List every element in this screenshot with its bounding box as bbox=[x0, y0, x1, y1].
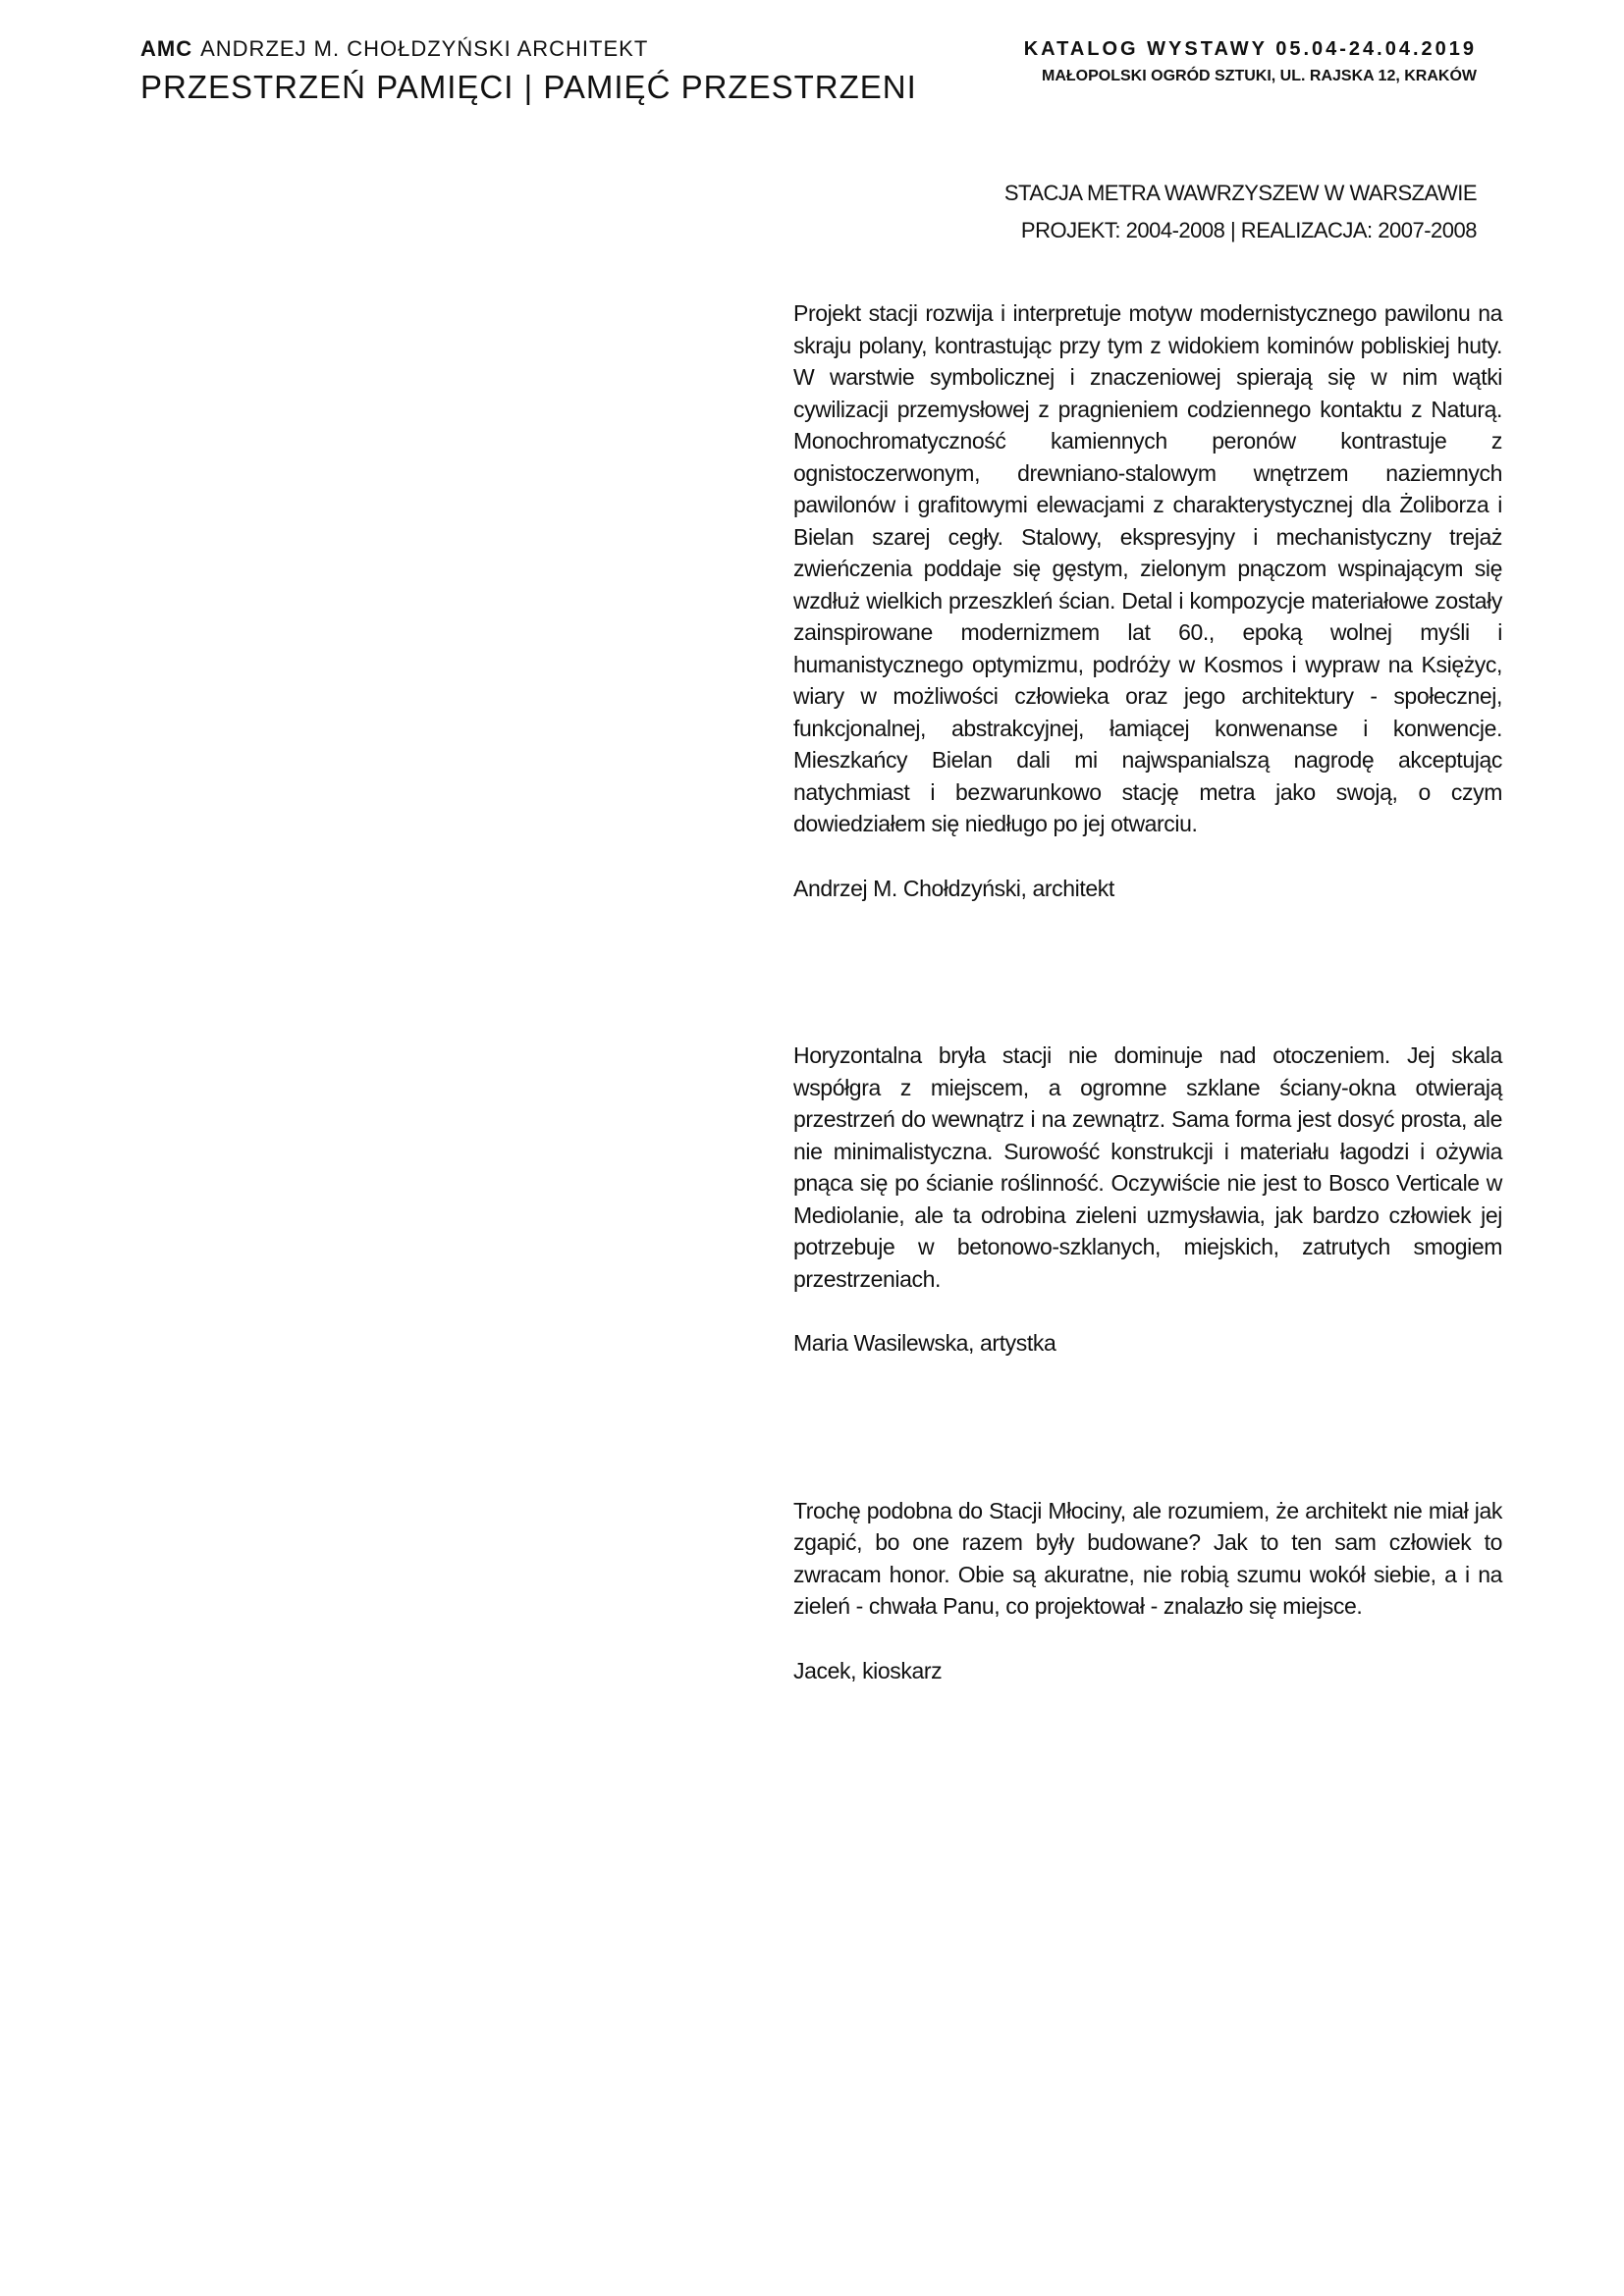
project-title: STACJA METRA WAWRZYSZEW W WARSZAWIE bbox=[1003, 181, 1477, 205]
statement-section bbox=[793, 1495, 1502, 1687]
brand-logo-mark: AMC bbox=[140, 36, 193, 61]
statement-section bbox=[793, 297, 1502, 904]
catalog-dates: KATALOG WYSTAWY 05.04-24.04.2019 bbox=[1023, 38, 1477, 60]
header-right bbox=[1024, 35, 1477, 88]
exhibition-title: PRZESTRZEŃ PAMIĘCI | PAMIĘĆ PRZESTRZENI bbox=[140, 69, 917, 105]
venue-address: MAŁOPOLSKI OGRÓD SZTUKI, UL. RAJSKA 12, KRAKÓW bbox=[1042, 68, 1477, 84]
project-dates: PROJEKT: 2004-2008 | REALIZACJA: 2007-2008 bbox=[1020, 218, 1477, 242]
project-heading bbox=[1004, 175, 1477, 249]
statement-signature: Jacek, kioskarz bbox=[793, 1657, 943, 1683]
section-spacer bbox=[793, 1360, 1502, 1495]
statement-signature: Andrzej M. Chołdzyński, architekt bbox=[793, 875, 1114, 901]
statement-section bbox=[793, 1040, 1502, 1360]
section-spacer bbox=[793, 904, 1502, 1040]
statement-text: Projekt stacji rozwija i interpretuje motyw modernistycznego pawilonu na skraju polany, kontrastując przy tym z widokiem kominów pobliskiej huty. W warstwie symbolicznej i znaczeniowej spierają się w nim wątki cywilizacji przemysłowej z pragnieniem codziennego kontaktu z Naturą. Monochromatyczność kamiennych peronów kontrastuje z ognistoczerwonym, drewniano-stalowym wnętrzem naziemnych pawilonów i grafitowymi elewacjami z charakterystycznej dla Żoliborza i Bielan szarej cegły. Stalowy, ekspresyjny i mechanistyczny trejaż zwieńczenia poddaje się gęstym, zielonym pnączom wspinającym się wzdłuż wielkich przeszkleń ścian. Detal i kompozycje materiałowe zostały zainspirowane modernizmem lat 60., epoką wolnej myśli i humanistycznego optymizmu, podróży w Kosmos i wypraw na Księżyc, wiary w możliwości człowieka oraz jego architektury - społecznej, funkcjonalnej, abstrakcyjnej, łamiącej konwenanse i konwencje. Mieszkańcy Bielan dali mi najwspanialszą nagrodę akceptując natychmiast i bezwarunkowo stację metra jako swoją, o czym dowiedziałem się niedługo po jej otwarciu. bbox=[793, 300, 1502, 836]
article-content bbox=[793, 297, 1502, 1686]
statement-text: Horyzontalna bryła stacji nie dominuje nad otoczeniem. Jej skala współgra z miejscem, a ogromne szklane ściany-okna otwierają przestrzeń do wewnątrz i na zewnątrz. Sama forma jest dosyć prosta, ale nie minimalistyczna. Surowość konstrukcji i materiału łagodzi i ożywia pnąca się po ścianie roślinność. Oczywiście nie jest to Bosco Verticale w Mediolanie, ale ta odrobina zieleni uzmysławia, jak bardzo człowiek jej potrzebuje w betonowo-szklanych, miejskich, zatrutych smogiem przestrzeniach. bbox=[793, 1042, 1502, 1292]
brand-line bbox=[140, 35, 917, 63]
statement-text: Trochę podobna do Stacji Młociny, ale rozumiem, że architekt nie miał jak zgapić, bo one razem były budowane? Jak to ten sam człowiek to zwracam honor. Obie są akuratne, nie robią szumu wokół siebie, a i na zieleń - chwała Panu, co projektował - znalazło się miejsce. bbox=[793, 1497, 1502, 1619]
brand-name: ANDRZEJ M. CHOŁDZYŃSKI ARCHITEKT bbox=[200, 36, 649, 61]
statement-signature: Maria Wasilewska, artystka bbox=[793, 1330, 1056, 1356]
header-left bbox=[140, 35, 917, 108]
